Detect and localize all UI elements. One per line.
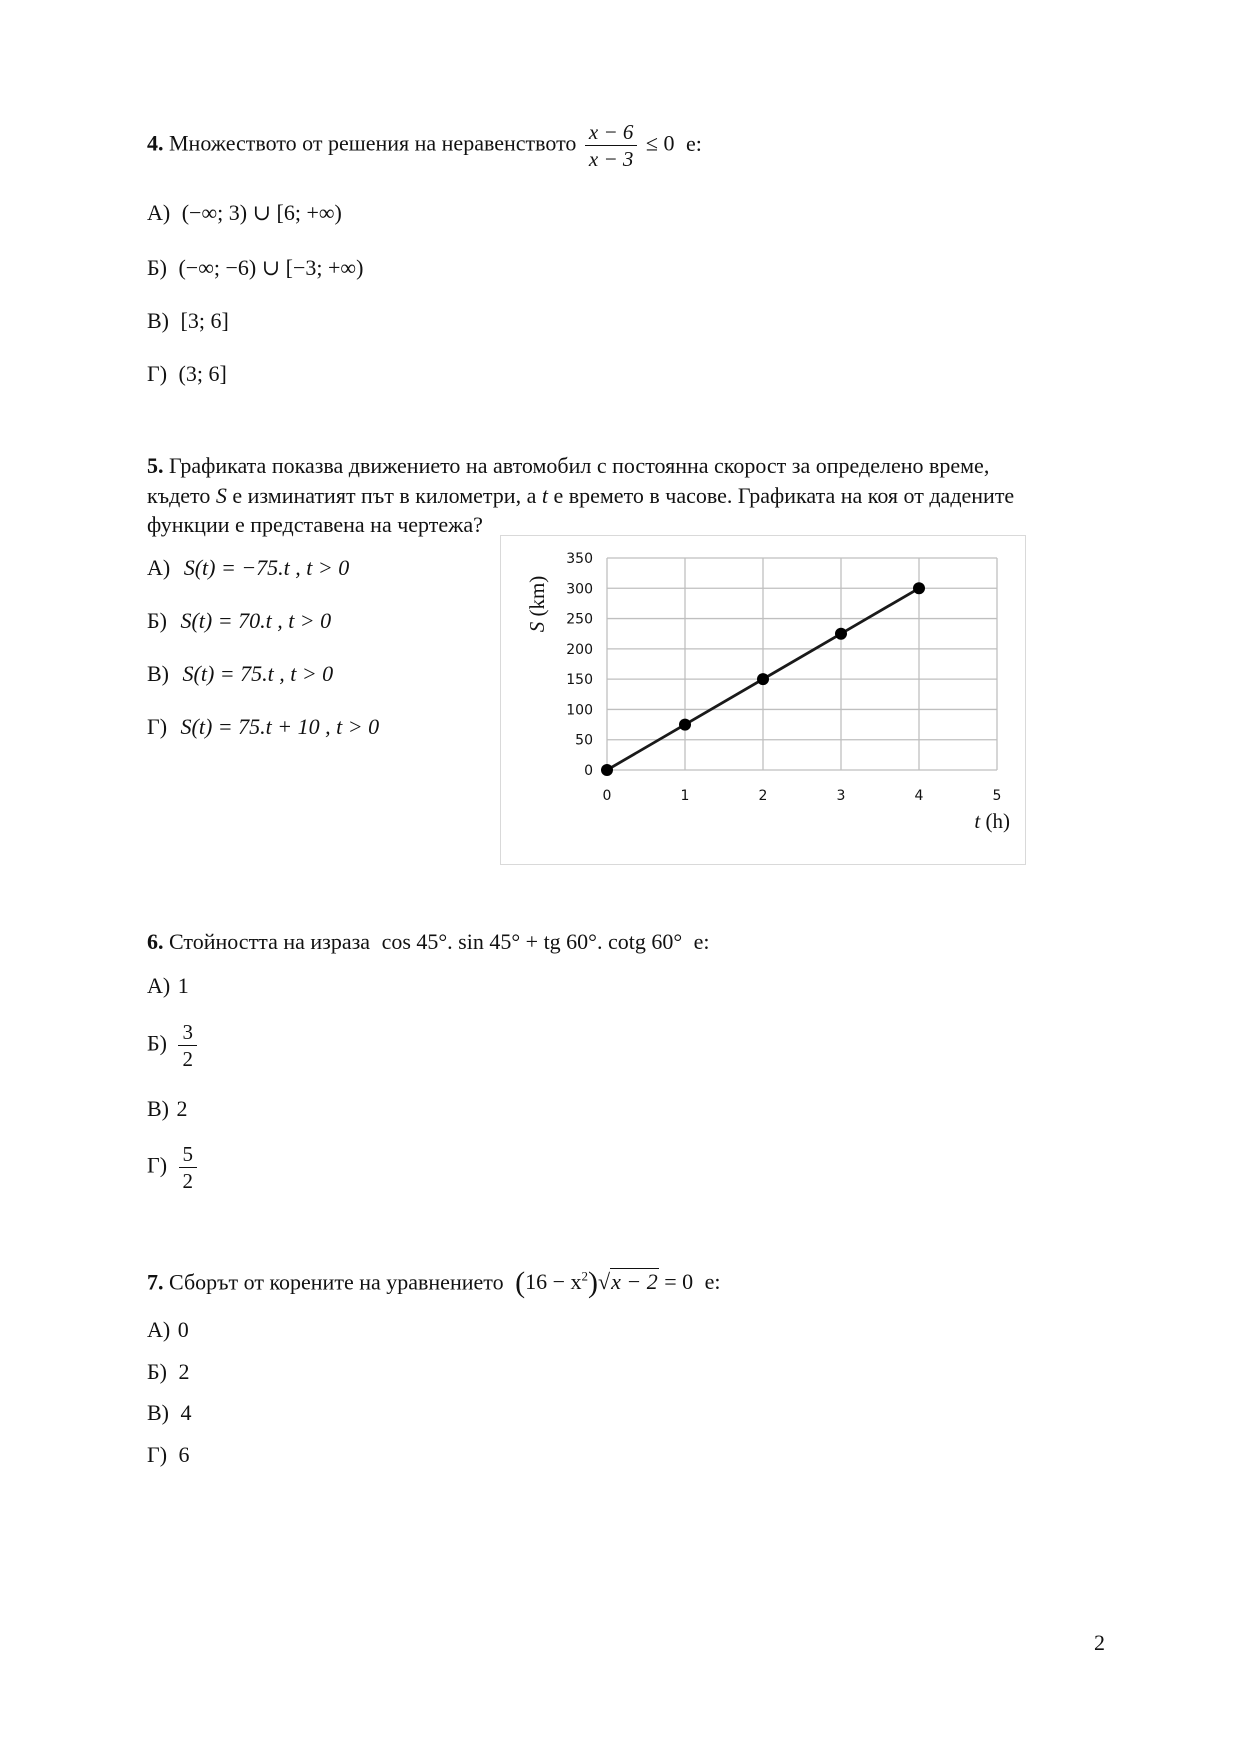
question-number: 4.: [147, 130, 164, 156]
q7-option-d: [147, 1442, 190, 1468]
question-number: 6.: [147, 929, 164, 954]
option-value: S(t) = 70.t , t > 0: [180, 608, 332, 633]
distance-time-chart: [500, 535, 1026, 865]
text: където: [147, 483, 211, 508]
question-number: 5.: [147, 453, 164, 478]
q6-option-c: [147, 1096, 188, 1122]
question-suffix: е:: [704, 1269, 721, 1295]
fraction: [178, 1020, 197, 1071]
q6-option-a: [147, 973, 189, 999]
x-axis-label: t (h): [973, 808, 1010, 833]
variable-t: t: [541, 483, 548, 508]
option-label: А): [147, 200, 171, 225]
x-tick-label: 5: [992, 787, 1001, 804]
y-tick-label: 50: [574, 732, 593, 749]
q5-option-b: [147, 608, 331, 634]
q4-option-a: [147, 200, 342, 226]
option-value: (−∞; 3) ∪ [6; +∞): [181, 200, 342, 225]
x-tick-label: 1: [680, 787, 689, 804]
option-label: Г): [147, 1152, 168, 1178]
q4-option-b: [147, 255, 363, 281]
question-5-line-3: [147, 510, 483, 540]
fraction: [585, 120, 638, 171]
option-value: 4: [180, 1400, 192, 1425]
q4-option-d: [147, 361, 227, 387]
paren-close: ): [588, 1266, 598, 1300]
text: е времето в часове. Графиката на коя от дадените: [553, 483, 1015, 508]
text: функции е представена на чертежа?: [147, 512, 483, 537]
option-label: Б): [147, 608, 167, 633]
question-5-line-2: [147, 481, 1014, 511]
equation: [515, 1266, 699, 1300]
data-point-marker: [757, 673, 769, 685]
exponent: 2: [581, 1269, 588, 1284]
option-value: S(t) = 75.t + 10 , t > 0: [180, 714, 380, 739]
question-prompt: Сборът от корените на уравнението: [169, 1269, 504, 1295]
question-prompt: Множеството от решения на неравенството: [169, 130, 577, 156]
paren-open: (: [515, 1266, 526, 1300]
option-value: (−∞; −6) ∪ [−3; +∞): [178, 255, 364, 280]
x-tick-label: 2: [758, 787, 767, 804]
option-value: [3; 6]: [180, 308, 229, 333]
q5-option-c: [147, 661, 333, 687]
question-7-text: [147, 1262, 721, 1298]
option-value: 0: [177, 1317, 189, 1342]
option-value: S(t) = −75.t , t > 0: [183, 555, 350, 580]
data-point-marker: [835, 627, 847, 639]
data-point-marker: [679, 718, 691, 730]
y-tick-label: 100: [565, 701, 593, 718]
fraction-denominator: x − 3: [588, 147, 634, 171]
fraction-numerator: x − 6: [585, 120, 638, 146]
expression: cos 45°. sin 45° + tg 60°. cotg 60°: [381, 929, 683, 954]
option-label: В): [147, 1096, 169, 1121]
expression-part: 16 − x: [525, 1269, 582, 1295]
x-tick-label: 3: [836, 787, 845, 804]
option-label: Б): [147, 1030, 167, 1056]
option-label: Б): [147, 1359, 167, 1384]
option-label: Г): [147, 714, 168, 739]
y-tick-label: 300: [565, 580, 593, 597]
question-prompt: Стойността на израза: [169, 929, 371, 954]
q6-option-d: [147, 1142, 200, 1193]
y-tick-label: 0: [583, 762, 593, 779]
relation: ≤ 0: [645, 130, 675, 156]
option-label: В): [147, 308, 169, 333]
option-value: S(t) = 75.t , t > 0: [182, 661, 334, 686]
option-label: А): [147, 973, 171, 998]
data-point-marker: [913, 582, 925, 594]
y-tick-label: 250: [565, 611, 593, 628]
option-label: Г): [147, 361, 168, 386]
variable-s: S: [215, 483, 227, 508]
x-tick-label: 4: [914, 787, 923, 804]
q4-option-c: [147, 308, 229, 334]
x-tick-label: 0: [602, 787, 611, 804]
option-value: 2: [178, 1359, 190, 1384]
page-number: 2: [1094, 1630, 1105, 1655]
question-4-text: [147, 120, 702, 171]
option-label: А): [147, 555, 171, 580]
q5-option-d: [147, 714, 379, 740]
fraction-numerator: 3: [178, 1020, 197, 1046]
question-prompt: Графиката показва движението на автомобил с постоянна скорост за определено време,: [169, 453, 990, 478]
line-chart: [500, 535, 1026, 865]
question-5-line-1: [147, 451, 989, 481]
sqrt-icon: √: [598, 1269, 611, 1295]
option-value: 2: [176, 1096, 188, 1121]
data-point-marker: [601, 764, 613, 776]
q6-option-b: [147, 1020, 200, 1071]
option-value: 6: [178, 1442, 190, 1467]
question-suffix: е:: [693, 929, 710, 954]
text: е изминатият път в километри, а: [232, 483, 537, 508]
question-6-text: [147, 927, 710, 957]
option-value: (3; 6]: [178, 361, 227, 386]
option-label: В): [147, 1400, 169, 1425]
question-suffix: е:: [686, 130, 702, 156]
y-tick-label: 350: [565, 550, 593, 567]
option-label: Б): [147, 255, 167, 280]
fraction: [179, 1142, 198, 1193]
q5-option-a: [147, 555, 349, 581]
y-axis-label: S (km): [524, 575, 549, 632]
y-tick-label: 150: [565, 671, 593, 688]
question-number: 7.: [147, 1269, 164, 1295]
option-value: 1: [177, 973, 189, 998]
q7-option-b: [147, 1359, 189, 1385]
fraction-numerator: 5: [179, 1142, 198, 1168]
fraction-denominator: 2: [182, 1169, 194, 1193]
equals: = 0: [664, 1269, 694, 1295]
radicand: x − 2: [611, 1269, 658, 1295]
fraction-denominator: 2: [182, 1047, 193, 1071]
option-label: В): [147, 661, 169, 686]
q7-option-a: [147, 1317, 189, 1343]
option-label: А): [147, 1317, 171, 1342]
y-tick-label: 200: [565, 641, 593, 658]
option-label: Г): [147, 1442, 168, 1467]
q7-option-c: [147, 1400, 192, 1426]
